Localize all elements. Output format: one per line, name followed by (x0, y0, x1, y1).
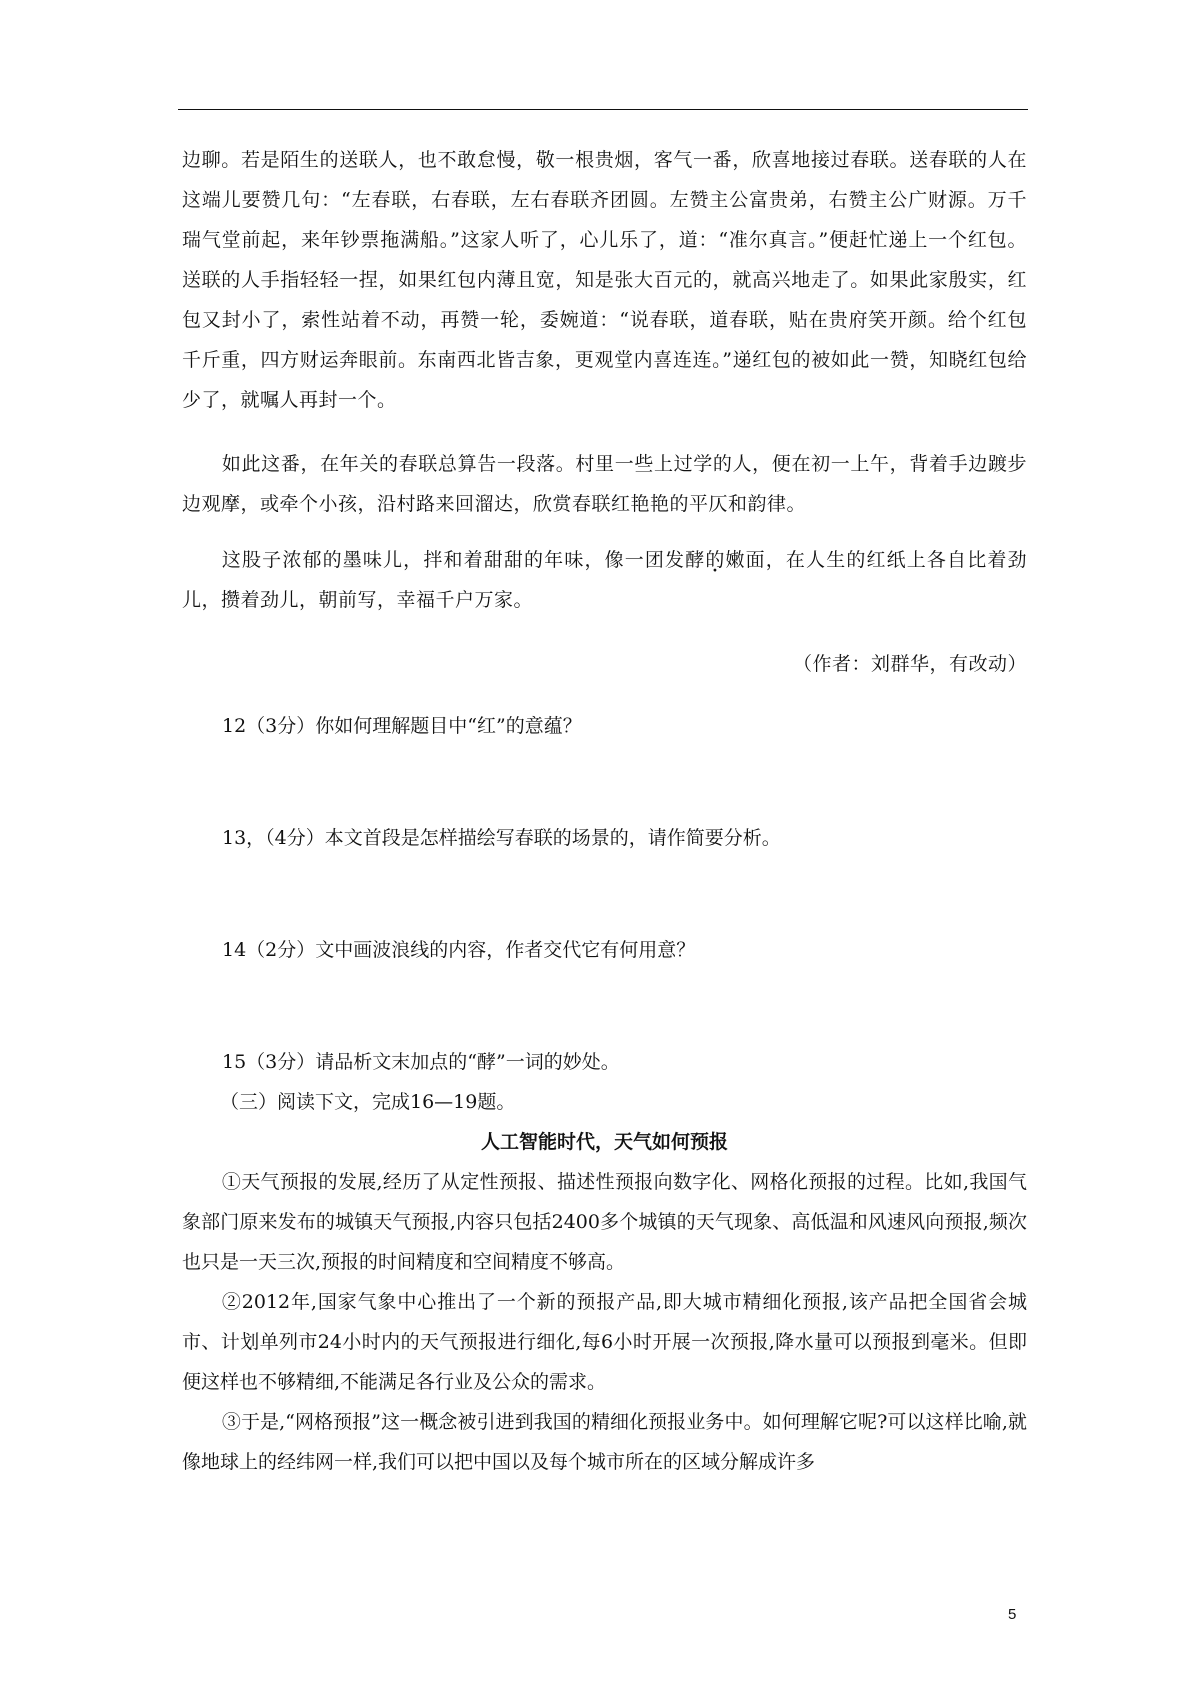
question-15: 15（3分）请品析文末加点的“酵”一词的妙处。 (222, 1051, 620, 1073)
header-rule (178, 109, 1028, 110)
dotted-character: 酵 (685, 549, 706, 571)
question-13: 13，（4分）本文首段是怎样描绘写春联的场景的，请作简要分析。 (222, 827, 781, 849)
page-content (182, 140, 1027, 1482)
article-paragraph: ②2012年,国家气象中心推出了一个新的预报产品,即大城市精细化预报,该产品把全国省会城市、计划单列市24小时内的天气预报进行细化,每6小时开展一次预报,降水量可以预报到毫米。但即便这样也不够精细,不能满足各行业及公众的需求。 (182, 1291, 1027, 1393)
story-paragraph: 如此这番，在年关的春联总算告一段落。村里一些上过学的人，便在初一上午，背着手边踱步边观摩，或牵个小孩，沿村路来回溜达，欣赏春联红艳艳的平仄和韵律。 (182, 453, 1027, 515)
author-attribution: （作者：刘群华，有改动） (792, 653, 1027, 675)
question-14: 14（2分）文中画波浪线的内容，作者交代它有何用意？ (222, 939, 696, 961)
story-last-paragraph (182, 540, 1027, 620)
page-number: 5 (1008, 1606, 1017, 1623)
story-text-after-dot: 的嫩面，在人生的红纸上各自比着劲儿，攒着劲儿，朝前写，幸福千户万家。 (182, 549, 1027, 611)
story-paragraph: 边聊。若是陌生的送联人，也不敢怠慢，敬一根贵烟，客气一番，欣喜地接过春联。送春联的人在这端儿要赞几句：“左春联，右春联，左右春联齐团圆。左赞主公富贵弟，右赞主公广财源。万千瑞气堂前起，来年钞票拖满船。”这家人听了，心儿乐了，道：“准尔真言。”便赶忙递上一个红包。送联的人手指轻轻一捏，如果红包内薄且宽，知是张大百元的，就高兴地走了。如果此家殷实，红包又封小了，索性站着不动，再赞一轮，委婉道：“说春联，道春联，贴在贵府笑开颜。给个红包千斤重，四方财运奔眼前。东南西北皆吉象，更观堂内喜连连。”递红包的被如此一赞，知晓红包给少了，就嘱人再封一个。 (182, 149, 1027, 411)
section-heading: （三）阅读下文，完成16—19题。 (220, 1091, 516, 1113)
article-paragraph: ①天气预报的发展,经历了从定性预报、描述性预报向数字化、网格化预报的过程。比如,我国气象部门原来发布的城镇天气预报,内容只包括2400多个城镇的天气现象、高低温和风速风向预报,频次也只是一天三次,预报的时间精度和空间精度不够高。 (182, 1171, 1027, 1273)
question-12: 12（3分）你如何理解题目中“红”的意蕴？ (222, 715, 582, 737)
article-paragraph: ③于是,“网格预报”这一概念被引进到我国的精细化预报业务中。如何理解它呢?可以这样比喻,就像地球上的经纬网一样,我们可以把中国以及每个城市所在的区域分解成许多 (182, 1411, 1027, 1473)
article-title: 人工智能时代，天气如何预报 (480, 1131, 728, 1153)
story-text-before-dot: 这股子浓郁的墨味儿，拌和着甜甜的年味，像一团发 (221, 549, 686, 571)
